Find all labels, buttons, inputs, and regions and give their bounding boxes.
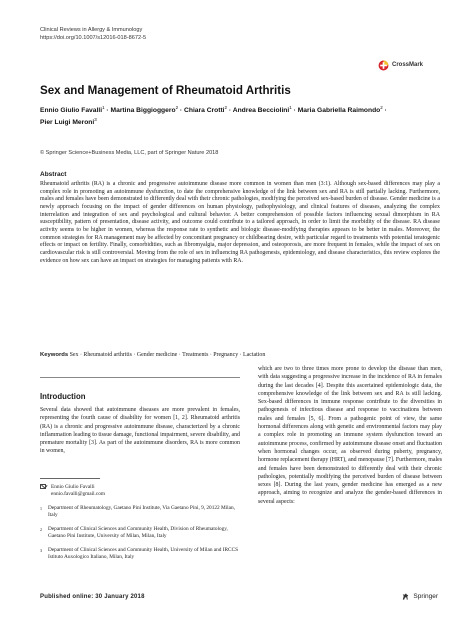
author-name[interactable]: Ennio Giulio Favalli <box>40 107 103 115</box>
journal-name: Clinical Reviews in Allergy & Immunology <box>40 27 143 33</box>
affiliation-text: Department of Clinical Sciences and Community Health, Division of Rheumatology, Gaetano Pini Institute, University of Milan, Milan, Italy <box>48 526 228 539</box>
affiliation-number: 2 <box>40 527 42 532</box>
crossmark-label: CrossMark <box>392 62 424 68</box>
article-title: Sex and Management of Rheumatoid Arthritis <box>40 84 291 97</box>
corresponding-author-name: Ennio Giulio Favalli <box>51 484 95 490</box>
affiliation-item <box>40 547 240 561</box>
author-affiliation-mark: 2 <box>380 105 383 110</box>
introduction-heading: Introduction <box>40 392 86 401</box>
abstract-text: Rheumatoid arthritis (RA) is a chronic and progressive autoimmune disease more common in women than men (3:1). Although sex-based differences may play a complex role in promoting an autoimmune dysfunction, to date the comprehensive knowledge of the link between sex and RA is still partially lacking. Furthermore, males and females have been demonstrated to differently deal with their chronic pathologies, modifying the perceived sex-based burden of disease. Gender medicine is a newly approach focusing on the impact of gender differences on human physiology, pathophysiology, and clinical features of diseases, analyzing the complex interrelation and integration of sex and psychological and cultural behavior. A better comprehension of possible factors influencing sexual dimorphism in RA susceptibility, pattern of presentation, disease activity, and outcome could contribute to a tailored approach, in order to limit the morbidity of the disease. RA disease activity seems to be higher in women, whereas the response rate to synthetic and biologic disease-modifying therapies appears to be better in males. Moreover, the common strategies for RA management may be affected by concomitant pregnancy or childbearing desire, with particular regard to treatments with potential teratogenic effects or impact on fertility. Finally, comorbidities, such as fibromyalgia, major depression, and osteoporosis, are more frequent in females, while the impact of sex on cardiovascular risk is still controversial. Moving from the role of sex in influencing RA pathogenesis, epidemiology, and disease characteristics, this review explores the evidence on how sex can have an impact on strategies for managing patients with RA. <box>40 181 440 264</box>
affiliation-item <box>40 505 240 519</box>
author-name[interactable]: Martina Biggioggero <box>110 107 176 115</box>
keywords-list: Sex · Rheumatoid arthritis · Gender medicine · Treatments · Pregnancy · Lactation <box>69 352 266 358</box>
author-name[interactable]: Andrea Becciolini <box>232 107 290 115</box>
author-name[interactable]: Pier Luigi Meroni <box>40 119 95 127</box>
publisher-logo <box>401 592 438 601</box>
springer-horse-icon <box>401 592 410 601</box>
publisher-name: Springer <box>413 593 438 600</box>
author-affiliation-mark: 1 <box>102 105 105 110</box>
affiliation-text: Department of Rheumatology, Gaetano Pini Institute, Via Gaetano Pini, 9, 20122 Milan, Italy <box>48 505 235 518</box>
author-affiliation-mark: 3 <box>94 117 97 123</box>
doi-link[interactable]: https://doi.org/10.1007/s12016-018-8672-5 <box>40 35 147 41</box>
corresponding-author-email[interactable]: ennio.favalli@gmail.com <box>51 491 106 497</box>
author-name[interactable]: Maria Gabriella Raimondo <box>297 107 381 115</box>
abstract-heading: Abstract <box>40 171 67 178</box>
right-column-text: which are two to three times more prone to develop the disease than men, with data suggesting a progressive increase in the incidence of RA in females during the last decades [4]. Despite this ascertained epidemiologic data, the comprehensive knowledge of the link between sex and RA is still lacking. Sex-based differences in immune response contribute to the diversities in pathogenesis of infectious disease and response to vaccinations between males and females [5, 6]. From a pathogenic point of view, the same hormonal differences along with genetic and environmental factors may play a complex role in promoting an immune system dysfunction toward an autoimmune process, confirmed by autoimmune disease onset and fluctuation when hormonal changes occur, as observed during puberty, pregnancy, hormone replacement therapy (HRT), and menopause [7]. Furthermore, males and females have been demonstrated to differently deal with their chronic pathologies, potentially modifying the perceived burden of disease between sexes [8]. During the last years, gender medicine has emerged as a new approach, aiming to recognize and analyze the gender-based differences in several aspects: <box>258 366 442 505</box>
author-affiliation-mark: 1 <box>289 105 292 110</box>
published-online: Published online: 30 January 2018 <box>40 594 145 600</box>
keywords-label: Keywords <box>40 352 69 358</box>
copyright-notice: © Springer Science+Business Media, LLC, part of Springer Nature 2018 <box>40 150 219 156</box>
affiliation-number: 1 <box>40 506 42 511</box>
envelope-icon <box>40 484 46 489</box>
affiliation-text: Department of Clinical Sciences and Community Health, University of Milan and IRCCS Istituto Auxologico Italiano, Milan, Italy <box>48 547 239 560</box>
crossmark-icon <box>378 60 389 71</box>
keywords-line <box>40 352 440 360</box>
affiliation-number: 3 <box>40 548 42 553</box>
author-affiliation-mark: 2 <box>175 105 179 110</box>
affiliation-item <box>40 526 240 540</box>
crossmark-badge[interactable] <box>378 58 438 72</box>
author-name[interactable]: Chiara Crotti <box>184 107 225 115</box>
author-list: Ennio Giulio Favalli$^1$ · Martina Biggioggero$^2$ · Chiara Crotti$^2$ · Andrea Becciolini$^1$ · Maria Gabriella Raimondo$^2$ · Pier Luigi Meroni$^3$ <box>40 105 387 127</box>
introduction-text: Several data showed that autoimmune diseases are more prevalent in females, representing the fourth cause of disability for women [1, 2]. Rheumatoid arthritis (RA) is a chronic and progressive autoimmune disease, characterized by a chronic inflammation leading to tissue damage, functional impairment, severe disability, and premature mortality [3]. As part of the autoimmune disorders, RA is more common in women, <box>40 407 240 455</box>
section-divider <box>40 377 240 378</box>
footnote-divider <box>40 478 100 479</box>
author-affiliation-mark: 2 <box>224 105 228 110</box>
corresponding-author <box>40 484 240 498</box>
